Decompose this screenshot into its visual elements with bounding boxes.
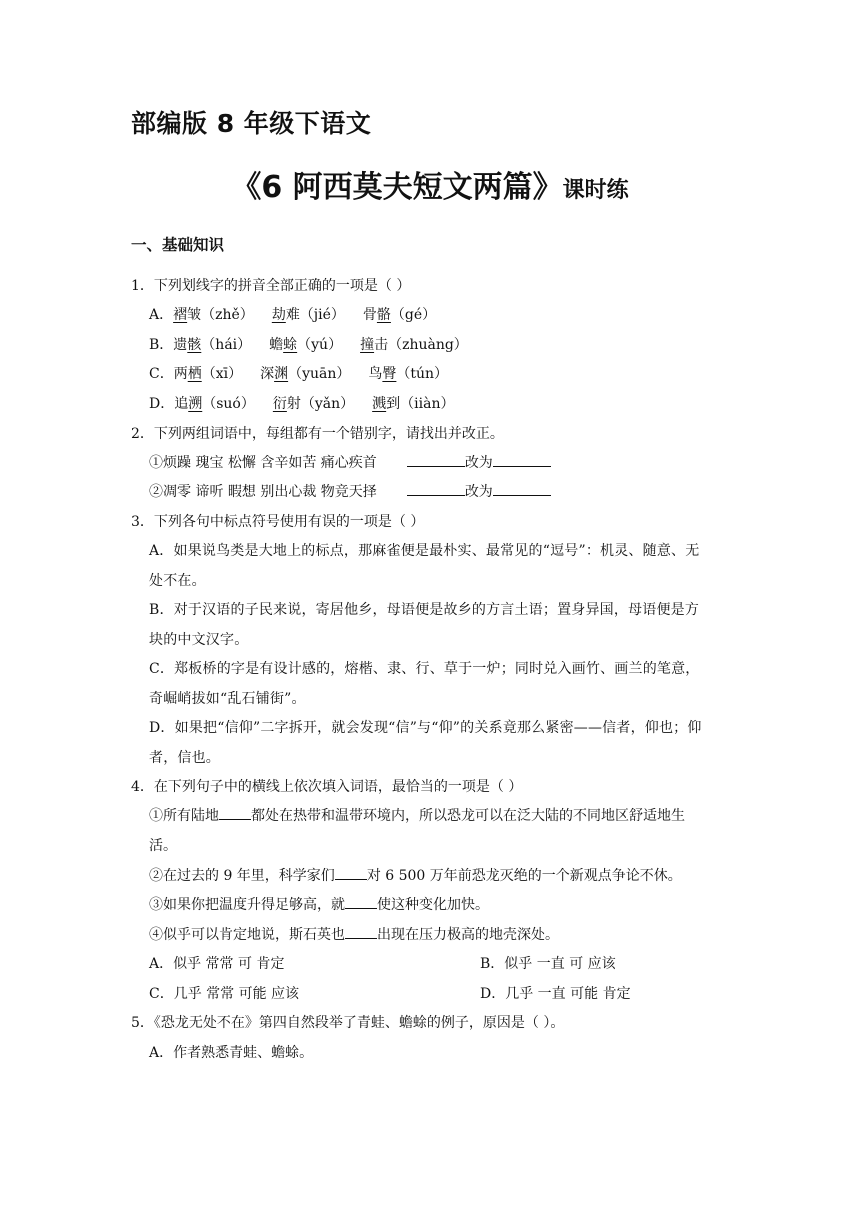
answer-blank <box>407 482 465 496</box>
question-3-option-d-cont: 者，信也。 <box>149 750 220 766</box>
question-3-option-b-cont: 块的中文汉字。 <box>149 632 249 648</box>
answer-blank <box>335 866 367 880</box>
document-header: 部编版 8 年级下语文 <box>131 109 372 138</box>
question-3-option-b: B．对于汉语的子民来说，寄居他乡，母语便是故乡的方言土语；置身异国，母语便是方 <box>149 602 700 618</box>
answer-blank <box>493 482 551 496</box>
title-suffix: 课时练 <box>562 178 629 203</box>
question-4-sentence-2: ②在过去的 9 年里，科学家们 对 6 500 万年前恐龙灭绝的一个新观点争论不休。 <box>149 868 682 884</box>
question-4-stem: 4．在下列句子中的横线上依次填入词语，最恰当的一项是（ ） <box>131 779 523 795</box>
question-2-row-1: ①烦躁 瑰宝 松懈 含辛如苦 痛心疾首 改为 <box>149 453 551 473</box>
question-1-option-c: C．两栖（xī） 深渊（yuān） 鸟臀（tún） <box>149 366 449 382</box>
question-1-option-b: B．遗骸（hái） 蟾蜍（yú） 撞击（zhuàng） <box>149 337 468 353</box>
question-4-option-b: B．似乎 一直 可 应该 <box>480 956 616 972</box>
question-1-option-d: D．追溯（suó） 衍射（yǎn） 溅到（iiàn） <box>149 396 455 412</box>
question-4-sentence-1-cont: 活。 <box>149 838 177 854</box>
question-4-option-d: D．几乎 一直 可能 肯定 <box>480 986 631 1002</box>
question-3-option-c-cont: 奇崛峭拔如“乱石铺街”。 <box>149 691 306 707</box>
question-2-stem: 2．下列两组词语中，每组都有一个错别字，请找出并改正。 <box>131 426 504 442</box>
question-1-stem: 1．下列划线字的拼音全部正确的一项是（ ） <box>131 278 411 294</box>
answer-blank <box>219 806 251 820</box>
answer-blank <box>493 453 551 467</box>
section-heading: 一、基础知识 <box>131 236 225 254</box>
question-3-option-a: A．如果说鸟类是大地上的标点，那麻雀便是最朴实、最常见的“逗号”：机灵、随意、无 <box>149 543 700 559</box>
question-3-stem: 3．下列各句中标点符号使用有误的一项是（ ） <box>131 514 425 530</box>
question-4-option-c: C．几乎 常常 可能 应该 <box>149 986 300 1002</box>
question-5-stem: 5．《恐龙无处不在》第四自然段举了青蛙、蟾蜍的例子，原因是（ ）。 <box>131 1015 565 1031</box>
question-3-option-c: C．郑板桥的字是有设计感的，熔楷、隶、行、草于一炉；同时兑入画竹、画兰的笔意， <box>149 661 700 677</box>
answer-blank <box>345 895 377 909</box>
question-4-sentence-3: ③如果你把温度升得足够高，就 使这种变化加快。 <box>149 897 489 913</box>
answer-blank <box>407 453 465 467</box>
question-3-option-d: D．如果把“信仰”二字拆开，就会发现“信”与“仰”的关系竟那么紧密——信者，仰也；仰 <box>149 720 702 736</box>
question-2-row-2: ②凋零 谛听 暇想 别出心裁 物竞天择 改为 <box>149 482 551 502</box>
document-title <box>0 162 860 206</box>
question-4-option-a: A．似乎 常常 可 肯定 <box>149 956 285 972</box>
answer-blank <box>345 925 377 939</box>
title-main: 《6 阿西莫夫短文两篇》 <box>231 170 563 205</box>
question-1-option-a: A．褶皱（zhě） 劫难（jié） 骨骼（gé） <box>149 307 437 323</box>
question-3-option-a-cont: 处不在。 <box>149 573 206 589</box>
question-4-sentence-4: ④似乎可以肯定地说，斯石英也 出现在压力极高的地壳深处。 <box>149 927 559 943</box>
question-4-sentence-1: ①所有陆地 都处在热带和温带环境内，所以恐龙可以在泛大陆的不同地区舒适地生 <box>149 808 685 824</box>
question-5-option-a: A．作者熟悉青蛙、蟾蜍。 <box>149 1045 314 1061</box>
